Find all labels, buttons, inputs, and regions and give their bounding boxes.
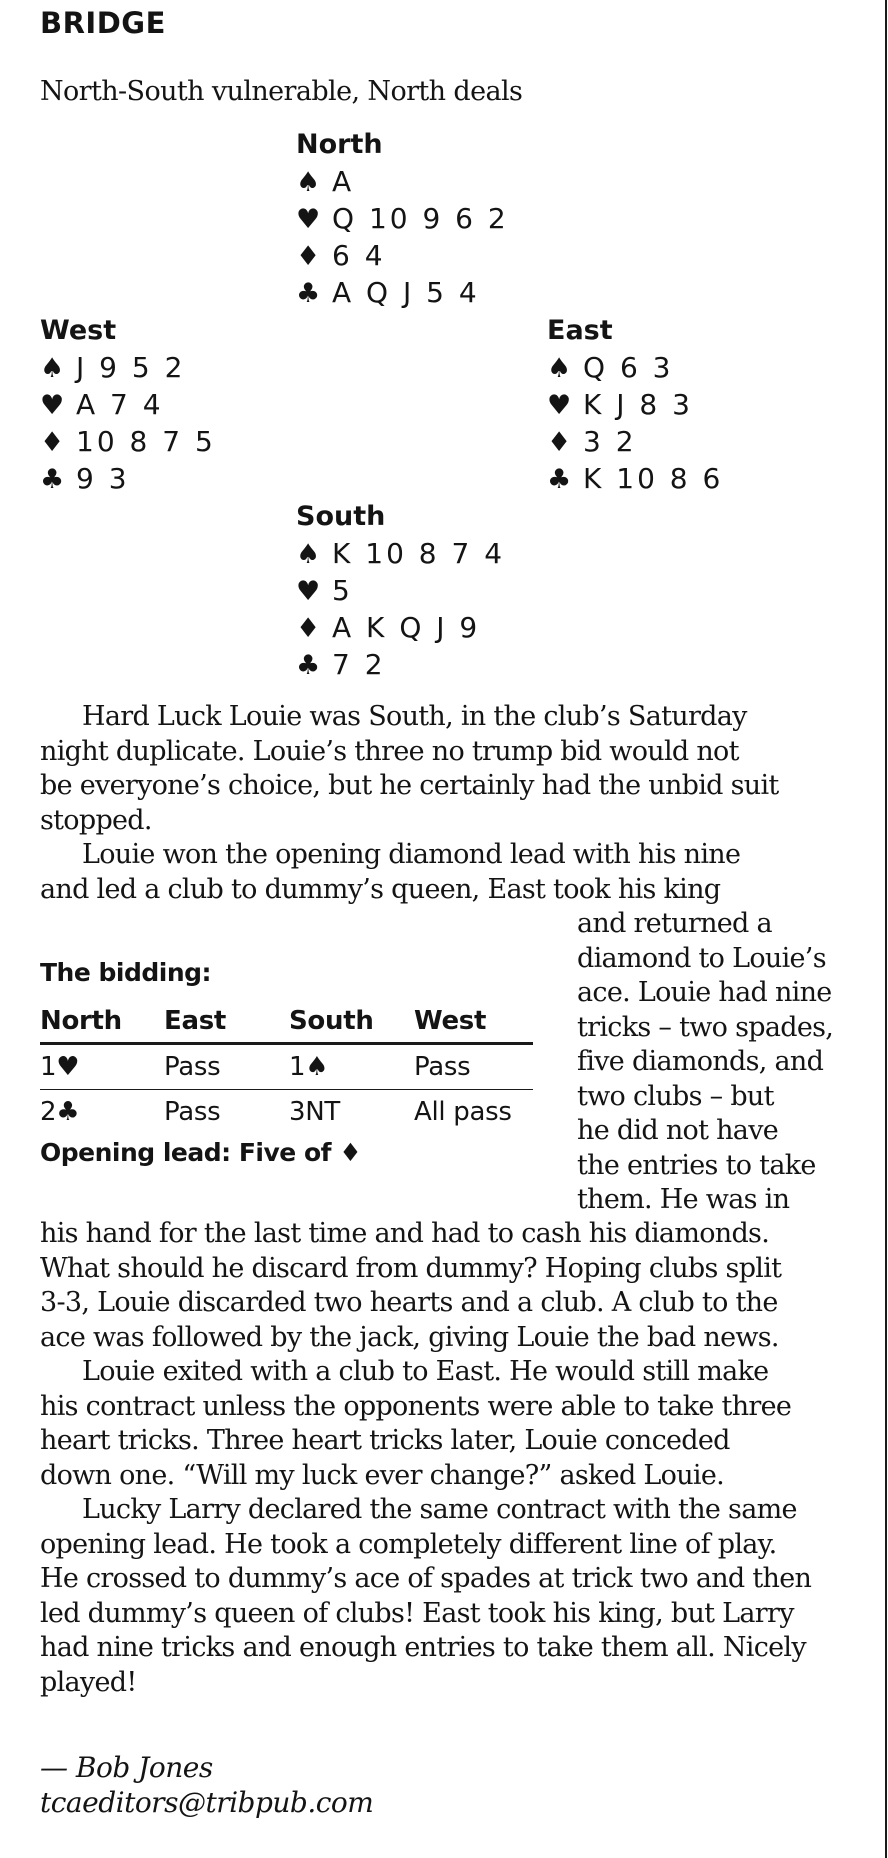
article-paragraph-1 (40, 700, 779, 838)
clubs-cards: 7 2 (332, 648, 386, 681)
text-line: he did not have (577, 1115, 779, 1146)
clubs-cards: A Q J 5 4 (332, 276, 480, 309)
text-line: heart tricks. Three heart tricks later, Louie conceded (40, 1425, 730, 1456)
spade-icon: ♠ (296, 167, 321, 198)
heart-icon: ♥ (296, 576, 321, 607)
bidding-header: South (289, 1006, 374, 1036)
diamonds-cards: A K Q J 9 (332, 611, 481, 644)
diamonds-row (296, 609, 505, 646)
text-line: led dummy’s queen of clubs! East took his king, but Larry (40, 1597, 794, 1629)
article-paragraph-2-side (577, 907, 833, 1218)
text-line: be everyone’s choice, but he certainly had the unbid suit (40, 770, 779, 801)
bidding-header: North (40, 1006, 122, 1036)
bid-cell: 2♣ (40, 1097, 80, 1127)
text-line: tricks – two spades, (577, 1011, 834, 1043)
diamond-icon: ♦ (40, 427, 65, 458)
hand-north (296, 126, 509, 311)
article-paragraph-3 (40, 1355, 791, 1493)
hearts-row (40, 386, 216, 423)
clubs-row (547, 460, 723, 497)
diamonds-cards: 10 8 7 5 (76, 425, 216, 458)
clubs-cards: 9 3 (76, 462, 130, 495)
diamonds-row (296, 237, 509, 274)
spades-cards: Q 6 3 (583, 351, 674, 384)
text-line: five diamonds, and (577, 1046, 824, 1077)
bid-cell: 1♥ (40, 1052, 80, 1082)
text-line: and returned a (577, 908, 772, 939)
bid-cell: Pass (164, 1097, 221, 1127)
spades-cards: A (332, 165, 355, 198)
diamonds-row (547, 423, 723, 460)
spades-cards: J 9 5 2 (76, 351, 186, 384)
hand-label: North (296, 129, 383, 160)
hearts-cards: 5 (332, 574, 353, 607)
text-line: two clubs – but (577, 1080, 774, 1112)
clubs-cards: K 10 8 6 (583, 462, 724, 495)
author-email: tcaeditors@tribpub.com (40, 1786, 374, 1819)
hearts-row (547, 386, 723, 423)
hand-label: East (547, 315, 613, 346)
text-line: diamond to Louie’s (577, 942, 826, 974)
column-title: BRIDGE (40, 6, 166, 40)
text-line: down one. “Will my luck ever change?” asked Louie. (40, 1459, 725, 1491)
heart-icon: ♥ (547, 390, 572, 421)
text-line: Louie exited with a club to East. He would still make (82, 1356, 769, 1387)
diamonds-row (40, 423, 216, 460)
author-name: — Bob Jones (40, 1751, 213, 1784)
spades-row (296, 163, 509, 200)
opening-lead: Opening lead: Five of ♦ (40, 1138, 362, 1167)
club-icon: ♣ (40, 464, 65, 495)
bid-cell: All pass (414, 1097, 512, 1127)
bidding-row (40, 1045, 533, 1090)
text-line: them. He was in (577, 1184, 790, 1215)
deal-conditions: North-South vulnerable, North deals (40, 76, 523, 107)
text-line: Hard Luck Louie was South, in the club’s Saturday (82, 701, 747, 732)
hearts-cards: A 7 4 (76, 388, 164, 421)
text-line: What should he discard from dummy? Hoping clubs split (40, 1252, 782, 1284)
hearts-row (296, 572, 505, 609)
text-line: had nine tricks and enough entries to take them all. Nicely (40, 1632, 806, 1663)
byline (40, 1750, 373, 1820)
spade-icon: ♠ (547, 353, 572, 384)
bid-cell: 3NT (289, 1097, 340, 1127)
text-line: night duplicate. Louie’s three no trump bid would not (40, 735, 739, 767)
text-line: and led a club to dummy’s queen, East took his king (40, 873, 721, 905)
spade-icon: ♠ (296, 539, 321, 570)
bidding-header-row (40, 1000, 533, 1045)
spades-row (547, 349, 723, 386)
text-line: played! (40, 1666, 137, 1698)
diamond-icon: ♦ (547, 427, 572, 458)
bidding-heading: The bidding: (40, 958, 212, 987)
bidding-header: West (414, 1006, 487, 1036)
text-line: Lucky Larry declared the same contract with the same (82, 1494, 797, 1525)
right-column-rule (885, 0, 887, 1858)
hand-label: South (296, 501, 386, 532)
spades-row (296, 535, 505, 572)
text-line: the entries to take (577, 1149, 816, 1181)
heart-icon: ♥ (40, 390, 65, 421)
bid-cell: Pass (164, 1052, 221, 1082)
hearts-cards: Q 10 9 6 2 (332, 202, 509, 235)
spades-cards: K 10 8 7 4 (332, 537, 506, 570)
hearts-row (296, 200, 509, 237)
clubs-row (296, 646, 505, 683)
diamonds-cards: 6 4 (332, 239, 386, 272)
bidding-header: East (164, 1006, 227, 1036)
club-icon: ♣ (547, 464, 572, 495)
bidding-row (40, 1090, 533, 1134)
bidding-table (40, 1000, 533, 1134)
spades-row (40, 349, 216, 386)
clubs-row (40, 460, 216, 497)
article-paragraph-2-top (40, 838, 740, 907)
text-line: opening lead. He took a completely different line of play. (40, 1528, 777, 1560)
text-line: Louie won the opening diamond lead with his nine (82, 839, 741, 870)
hand-label: West (40, 315, 117, 346)
article-paragraph-4 (40, 1493, 811, 1700)
hand-south (296, 498, 505, 683)
text-line: ace was followed by the jack, giving Louie the bad news. (40, 1321, 779, 1353)
club-icon: ♣ (296, 278, 321, 309)
text-line: his contract unless the opponents were able to take three (40, 1390, 792, 1422)
diamond-icon: ♦ (296, 241, 321, 272)
bid-cell: 1♠ (289, 1052, 329, 1082)
hand-east (547, 312, 723, 497)
text-line: stopped. (40, 804, 152, 836)
clubs-row (296, 274, 509, 311)
heart-icon: ♥ (296, 204, 321, 235)
hearts-cards: K J 8 3 (583, 388, 693, 421)
bid-cell: Pass (414, 1052, 471, 1082)
diamond-icon: ♦ (296, 613, 321, 644)
diamonds-cards: 3 2 (583, 425, 637, 458)
spade-icon: ♠ (40, 353, 65, 384)
club-icon: ♣ (296, 650, 321, 681)
article-paragraph-2-bottom (40, 1217, 781, 1355)
text-line: his hand for the last time and had to cash his diamonds. (40, 1218, 770, 1249)
text-line: He crossed to dummy’s ace of spades at trick two and then (40, 1563, 812, 1594)
hand-west (40, 312, 216, 497)
text-line: 3-3, Louie discarded two hearts and a club. A club to the (40, 1287, 778, 1318)
text-line: ace. Louie had nine (577, 977, 832, 1008)
